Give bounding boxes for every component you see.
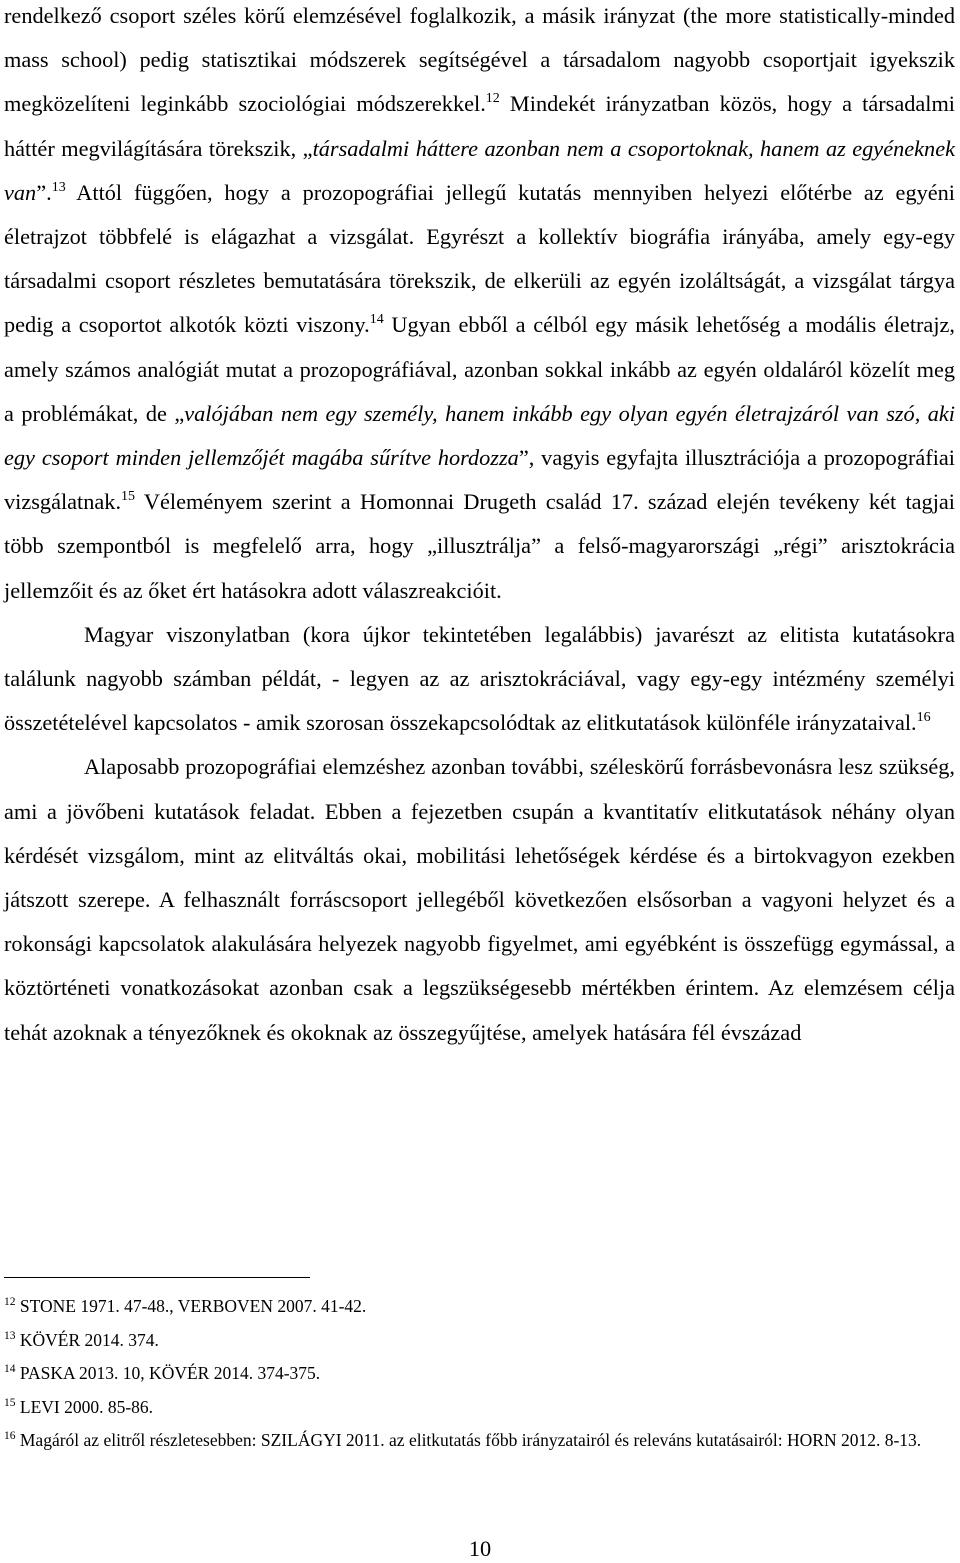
footnote [4,1424,956,1458]
footnote-number: 14 [4,1363,16,1375]
footnote-number: 16 [4,1430,16,1442]
page-number: 10 [468,1536,492,1561]
footnote-text: PASKA 2013. 10, KÖVÉR 2014. 374-375. [15,1363,321,1383]
footnote-text: STONE 1971. 47-48., VERBOVEN 2007. 41-42. [15,1296,367,1316]
body-text [4,0,955,1055]
footnote [4,1324,956,1358]
footnote-number: 15 [4,1396,16,1409]
footnote-ref-14[interactable]: 14 [369,312,384,328]
footnote [4,1357,956,1391]
footnotes [4,1290,956,1458]
footnote [4,1290,956,1324]
footnote-separator [4,1277,310,1278]
footnote-ref-16[interactable]: 16 [916,710,931,726]
paragraph-1: rendelkező csoport széles körű elemzésével foglalkozik, a másik irányzat (the more statistically-minded mass school) pedig statisztikai módszerek segítségével a társadalom nagyobb csoportjait igyekszik megközelíteni leginkább szociológiai módszerekkel.$^{12}$ Mindekét irányzatban közös, hogy a társadalmi háttér megvilágítására törekszik, „társadalmi háttere azonban nem a csoportoknak, hanem az egyéneknek van”.$^{13}$ Attól függően, hogy a prozopográfiai jellegű kutatás mennyiben helyezi előtérbe az egyéni életrajzot többfelé is elágazhat a vizsgálat. Egyrészt a kollektív biográfia irányába, amely egy-egy társadalmi csoport részletes bemutatására törekszik, de elkerüli az egyén izoláltságát, a vizsgálat tárgya pedig a csoportot alkotók közti viszony.$^{14}$ Ugyan ebből a célból egy másik lehetőség a modális életrajz, amely számos analógiát mutat a prozopográfiával, azonban sokkal inkább az egyén oldaláról közelít meg a problémákat, de „valójában nem egy személy, hanem inkább egy olyan egyén életrajzáról van szó, aki egy csoport minden jellemzőjét magába sűrítve hordozza”, vagyis egyfajta illusztrációja a prozopográfiai vizsgálatnak.$^{15}$ Véleményem szerint a Homonnai Drugeth család 17. század elején tevékeny két tagjai több szempontból is megfelelő arra, hogy „illusztrálja” a felső-magyarországi „régi” arisztokrácia jellemzőit és az őket ért hatásokra adott válaszreakcióit. [4,3,956,603]
footnote-text: Magáról az elitről részletesebben: SZILÁGYI 2011. az elitkutatás főbb irányzatairól és releváns kutatásairól: HORN 2012. 8-13. [15,1430,922,1450]
footnote-ref-15[interactable]: 15 [121,489,136,505]
paragraph-3: Alaposabb prozopográfiai elemzéshez azonban további, széleskörű forrásbevonásra lesz szükség, ami a jövőbeni kutatások feladat. Ebben a fejezetben csupán a kvantitatív elitkutatások néhány olyan kérdését vizsgálom, mint az elitváltás okai, mobilitási lehetőségek kérdése és a birtokvagyon ezekben játszott szerepe. A felhasznált forráscsoport jellegéből következően elsősorban a vagyoni helyzet és a rokonsági kapcsolatok alakulására helyezek nagyobb figyelmet, ami egyébként is összefügg egymással, a köztörténeti vonatkozásokat azonban csak a legszükségesebb mértékben érintem. Az elemzésem célja tehát azoknak a tényezőknek és okoknak az összegyűjtése, amelyek hatására fél évszázad [4,754,955,1045]
quotation-italic: társadalmi háttere azonban nem a csoportoknak, hanem az egyéneknek van [4,135,955,205]
quotation-italic: valójában nem egy személy, hanem inkább egy olyan egyén életrajzáról van szó, aki egy csoport minden jellemzőjét magába sűrítve hordozza [4,400,955,471]
footnote-text: KÖVÉR 2014. 374. [15,1329,159,1350]
footnote-number: 12 [4,1296,16,1308]
footnote-text: LEVI 2000. 85-86. [15,1396,154,1417]
paragraph-2: Magyar viszonylatban (kora újkor tekintetében legalábbis) javarészt az elitista kutatásokra találunk nagyobb számban példát, - legyen az az arisztokráciával, vagy egy-egy intézmény személyi összetételével kapcsolatos - amik szorosan összekapcsolódtak az elitkutatások különféle irányzataival.$^{16}$ [4,621,955,736]
footnote-ref-13[interactable]: 13 [51,179,66,195]
footnote-ref-12[interactable]: 12 [485,91,500,107]
footnote-number: 13 [4,1329,16,1342]
footnote [4,1391,956,1425]
